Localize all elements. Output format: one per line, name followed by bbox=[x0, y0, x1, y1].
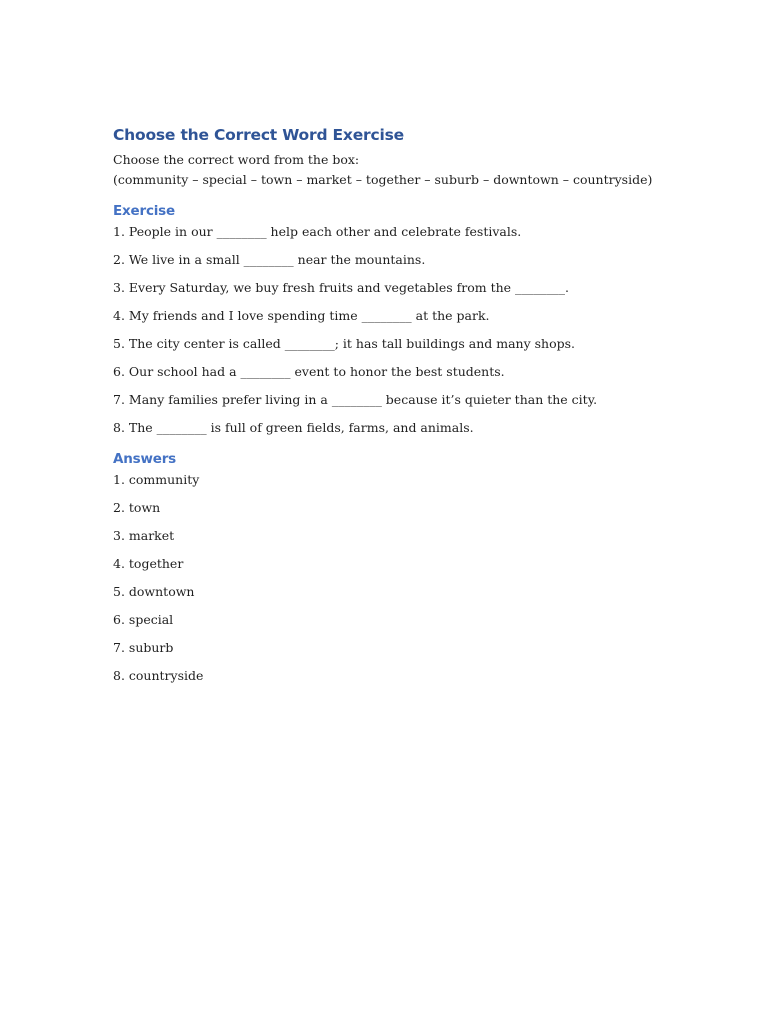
page-title: Choose the Correct Word Exercise bbox=[113, 126, 404, 144]
exercise-item: 1. People in our ________ help each other and celebrate festivals. bbox=[113, 224, 522, 239]
answer-item: 5. downtown bbox=[113, 584, 195, 599]
exercise-item: 5. The city center is called ________; it has tall buildings and many shops. bbox=[113, 336, 575, 351]
answer-item: 7. suburb bbox=[113, 640, 174, 655]
answer-item: 6. special bbox=[113, 612, 174, 627]
exercise-list bbox=[113, 224, 713, 436]
answer-item: 3. market bbox=[113, 528, 175, 543]
answer-item: 8. countryside bbox=[113, 668, 204, 683]
answers-list bbox=[113, 472, 713, 684]
document-page bbox=[113, 125, 713, 684]
answer-item: 2. town bbox=[113, 500, 161, 515]
exercise-item: 2. We live in a small ________ near the mountains. bbox=[113, 252, 426, 267]
instructions-text: Choose the correct word from the box: bbox=[113, 152, 360, 167]
exercise-item: 6. Our school had a ________ event to honor the best students. bbox=[113, 364, 505, 379]
answer-item: 4. together bbox=[113, 556, 184, 571]
instructions-block bbox=[113, 150, 713, 190]
exercise-item: 4. My friends and I love spending time ________ at the park. bbox=[113, 308, 490, 323]
exercise-heading: Exercise bbox=[113, 203, 175, 219]
answers-heading: Answers bbox=[113, 451, 177, 467]
exercise-item: 3. Every Saturday, we buy fresh fruits and vegetables from the ________. bbox=[113, 280, 569, 295]
word-box: (community – special – town – market – together – suburb – downtown – countryside) bbox=[113, 172, 653, 187]
exercise-item: 8. The ________ is full of green fields, farms, and animals. bbox=[113, 420, 474, 435]
answer-item: 1. community bbox=[113, 472, 200, 487]
exercise-item: 7. Many families prefer living in a ________ because it’s quieter than the city. bbox=[113, 392, 598, 407]
